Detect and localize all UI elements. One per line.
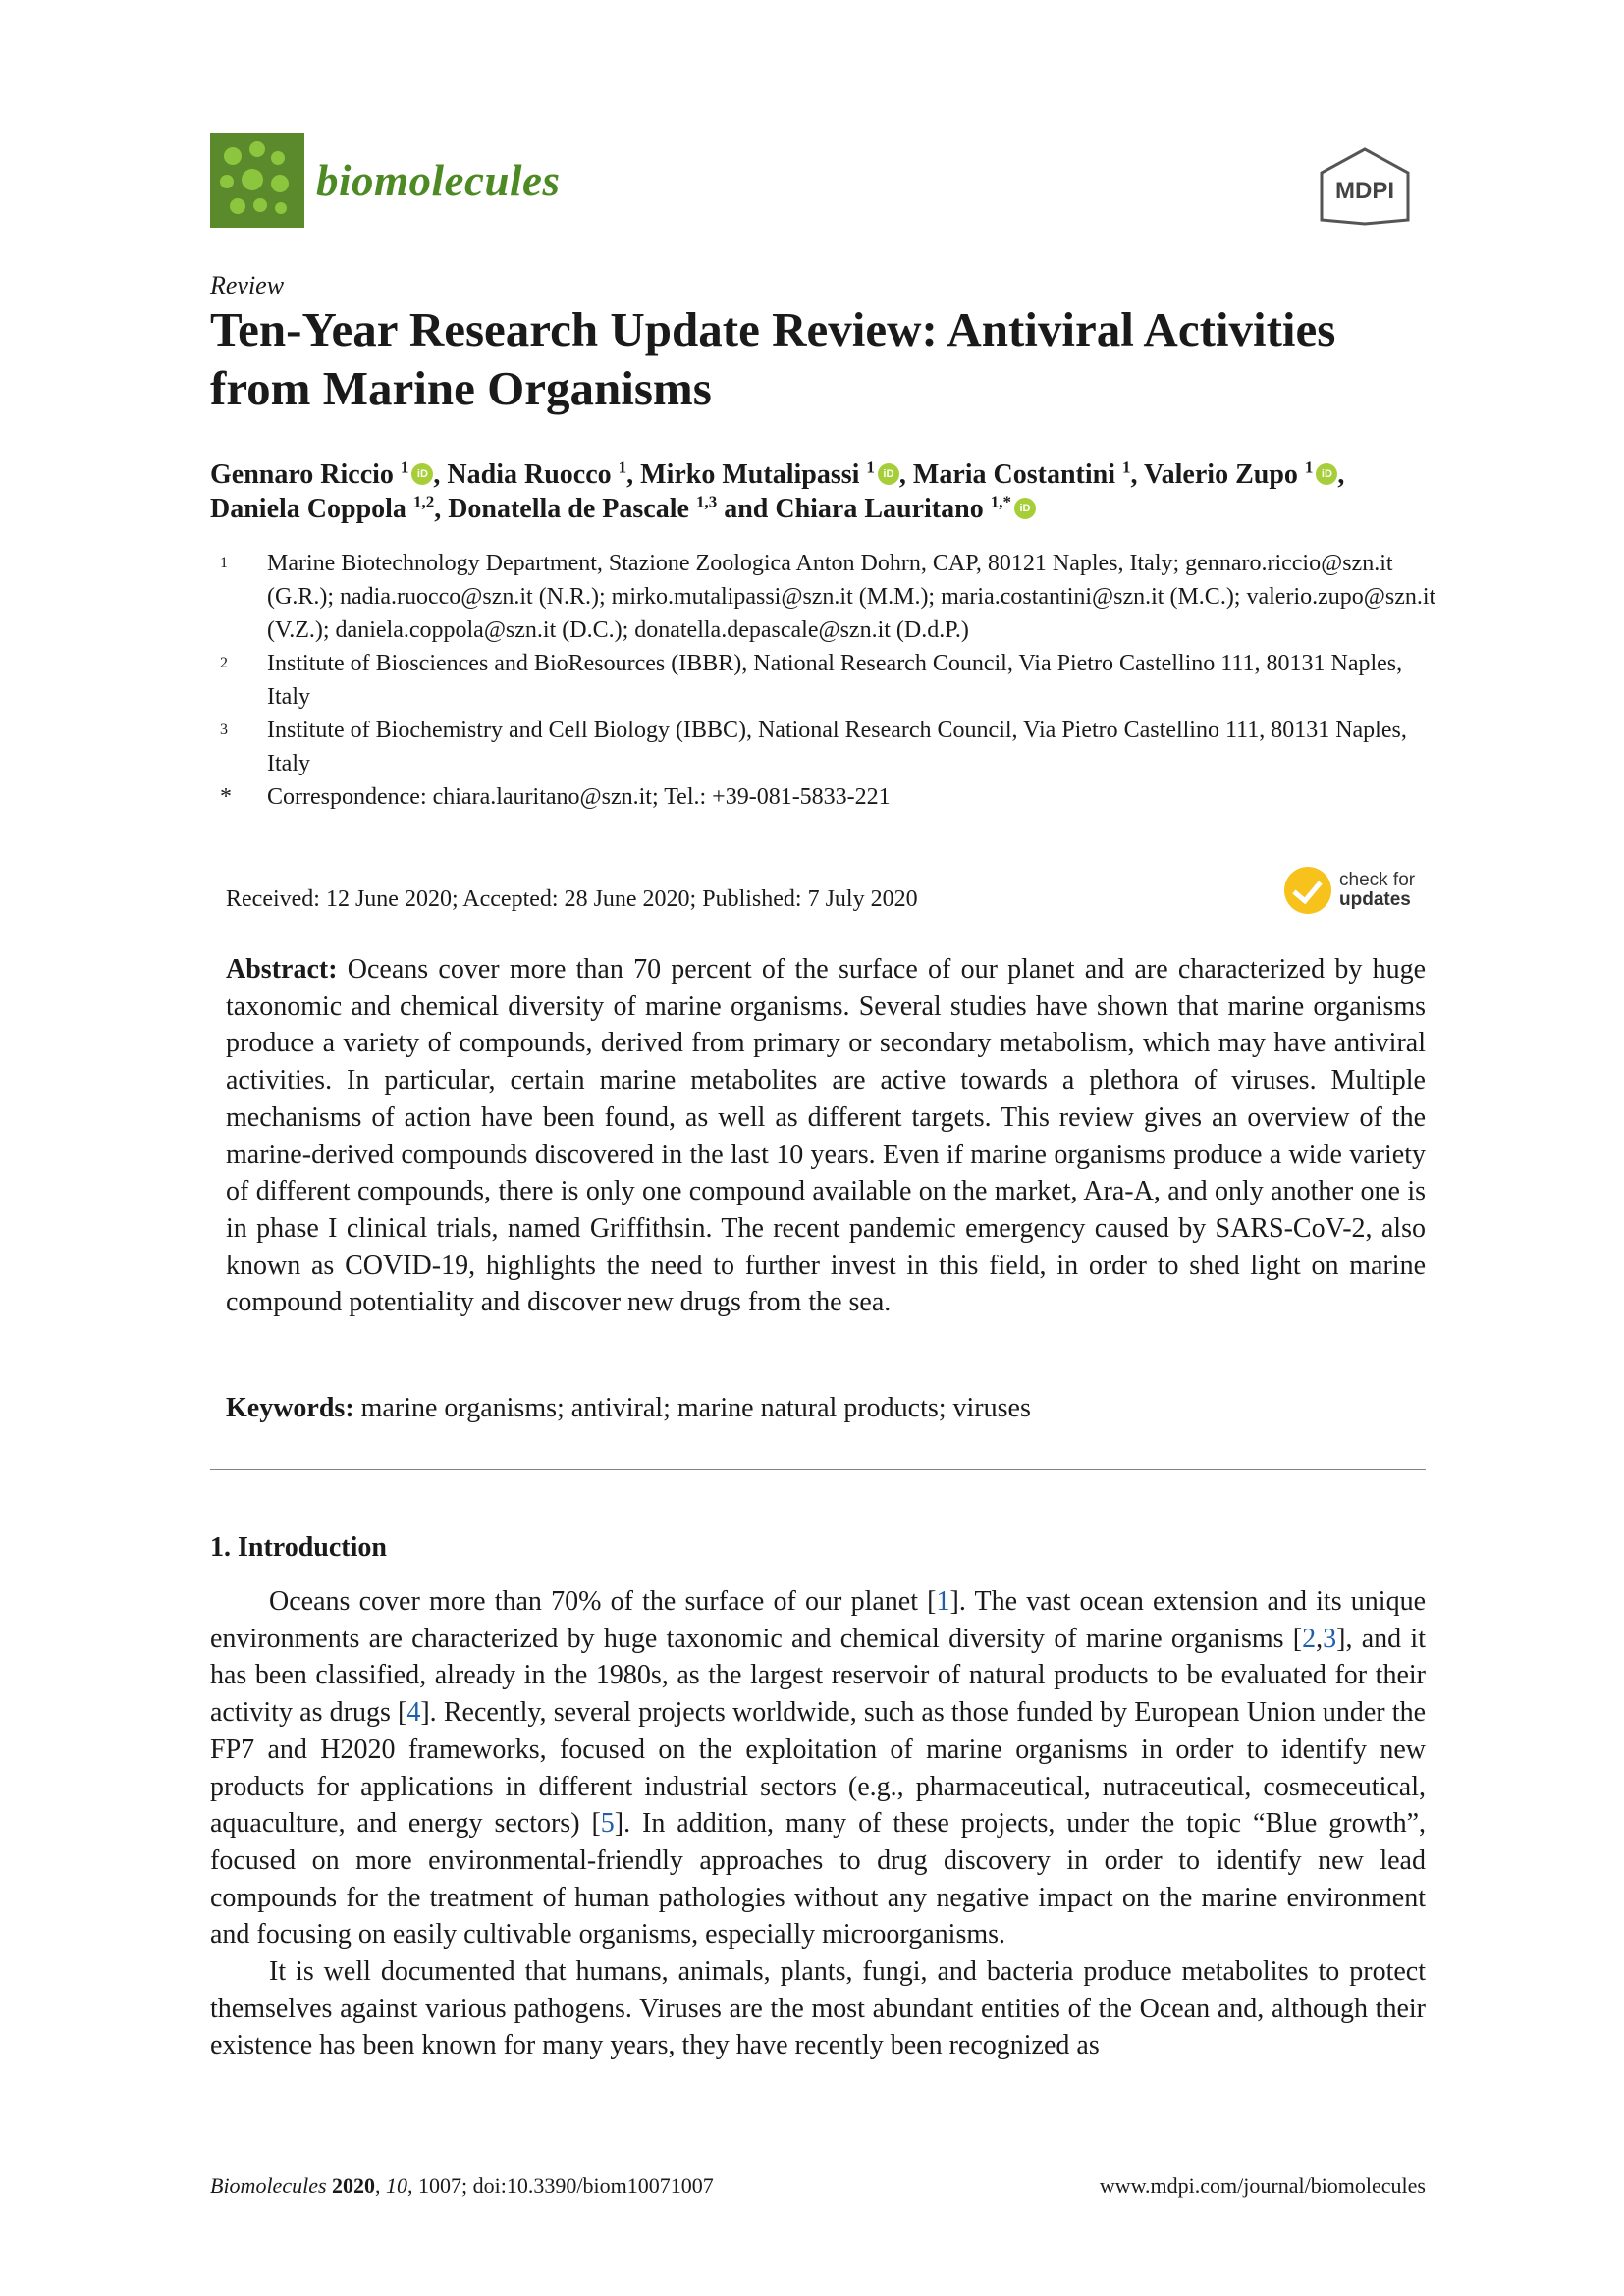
abstract-text: Oceans cover more than 70 percent of the surface of our planet and are characterized by huge taxonomic and chemical diversity of marine organisms. Several studies have shown that marine organisms produce a variety of compounds, derived from primary or secondary metabolism, which may have antiviral activities. In particular, certain marine metabolites are active towards a plethora of viruses. Multiple mechanisms of action have been found, as well as different targets. This review gives an overview of the marine-derived compounds discovered in the last 10 years. Even if marine organisms produce a wide variety of different compounds, there is only one compound available on the market, Ara-A, and only another one is in phase I clinical trials, named Griffithsin. The recent pandemic emergency caused by SARS-CoV-2, also known as COVID-19, highlights the need to further invest in this field, in order to shed light on marine compound potentiality and discover new drugs from the sea. [226,954,1426,1318]
author-name: Valerio Zupo [1144,459,1305,490]
author-name: Donatella de Pascale [448,494,696,524]
body-paragraph: Oceans cover more than 70% of the surface of our planet [1]. The vast ocean extension and its unique environments are characterized by huge taxonomic and chemical diversity of marine organisms [2,3], and it has been classified, already in the 1980s, as the largest reservoir of natural products to be evaluated for their activity as drugs [4]. Recently, several projects worldwide, such as those funded by European Union under the FP7 and H2020 frameworks, focused on the exploitation of marine organisms in order to identify new products for applications in different industrial sectors (e.g., pharmaceutical, nutraceutical, cosmeceutical, aquaculture, and energy sectors) [5]. In addition, many of these projects, under the topic “Blue growth”, focused on more environmental-friendly approaches to drug discovery in order to identify new lead compounds for the treatment of human pathologies without any negative impact on the marine environment and focusing on easily cultivable organisms, especially microorganisms. [210,1586,1427,1950]
body-paragraph: It is well documented that humans, animals, plants, fungi, and bacteria produce metabolites to protect themselves against various pathogens. Viruses are the most abundant entities of the Ocean and, although their existence has been known for many years, they have recently been recognized as [210,1956,1426,2061]
article-type: Review [210,271,285,299]
affiliation-mark: * [220,784,232,810]
author-list: Gennaro Riccio $^1$ iD , Nadia Ruocco $^1$, Mirko Mutalipassi $^1$ iD , Maria Costantini $^1$, Valerio Zupo $^1$ iD , Daniela Coppola $^{1,2}$, Donatella de Pascale $^{1,3}$ and Chiara Lauritano $^{1,*}$ iD [210,457,1345,524]
author-name: Nadia Ruocco [447,459,619,490]
affiliation-mark: 3 [220,721,228,738]
citation-link[interactable]: 1 [936,1586,950,1617]
mdpi-logo [1304,147,1426,226]
author-affiliation-mark: 1,3 [695,492,718,511]
orcid-icon[interactable]: iD [1316,463,1337,485]
author-affiliation-mark: 1 [1304,457,1314,477]
keywords-label: Keywords: [226,1393,354,1423]
check-updates-line1: check for [1339,870,1416,890]
journal-logo-icon [210,133,304,228]
publication-dates: Received: 12 June 2020; Accepted: 28 June 2020; Published: 7 July 2020 [226,886,918,912]
affiliation-text: Correspondence: chiara.lauritano@szn.it; Tel.: +39-081-5833-221 [267,784,891,810]
orcid-icon[interactable]: iD [878,463,899,485]
journal-logo [210,133,560,228]
affiliation-text: Marine Biotechnology Department, Stazione Zoologica Anton Dohrn, CAP, 80121 Naples, Italy; gennaro.riccio@szn.it (G.R.); nadia.ruocco@szn.it (N.R.); mirko.mutalipassi@szn.it (M.M.); maria.costantini@szn.it (M.C.); valerio.zupo@szn.it (V.Z.); daniela.coppola@szn.it (D.C.); donatella.depascale@szn.it (D.d.P.) [267,551,1436,643]
affiliation-text: Institute of Biosciences and BioResources (IBBR), National Research Council, Via Pietro Castellino 111, 80131 Naples, Italy [267,651,1403,710]
affiliations [220,547,1447,814]
affiliation-item [220,714,1447,780]
citation-footer: Biomolecules 2020, 10, 1007; doi:10.3390/biom10071007 [210,2173,714,2198]
author-affiliation-mark: 1,2 [412,492,435,511]
check-icon [1284,867,1331,914]
author-name: Mirko Mutalipassi [640,459,867,490]
author-affiliation-mark: 1,* [990,492,1011,511]
check-updates-line2: updates [1339,889,1411,910]
footer-year: 2020 [332,2173,376,2198]
footer-rest: , 1007; doi:10.3390/biom10071007 [407,2173,714,2198]
citation-link[interactable]: 4 [406,1697,421,1729]
introduction-text [210,1583,1426,2064]
abstract-label: Abstract: [226,954,338,985]
article-title: Ten-Year Research Update Review: Antiviral Activities from Marine Organisms [210,302,1336,415]
abstract [226,951,1426,1321]
orcid-icon[interactable]: iD [411,463,433,485]
author-affiliation-mark: 1 [1122,457,1131,477]
orcid-icon[interactable]: iD [1014,498,1036,519]
journal-name: biomolecules [316,156,561,205]
citation-link[interactable]: 5 [600,1808,615,1840]
affiliation-item [220,647,1447,714]
journal-url[interactable]: www.mdpi.com/journal/biomolecules [1099,2173,1426,2198]
author-affiliation-mark: 1 [866,457,875,477]
author-name: Daniela Coppola [210,494,413,524]
author-name: Gennaro Riccio [210,459,401,490]
author-name: Chiara Lauritano [775,494,991,524]
footer-journal: Biomolecules [210,2173,327,2198]
affiliation-item [220,547,1447,647]
citation-link[interactable]: 2 [1302,1623,1317,1654]
section-heading: 1. Introduction [210,1532,387,1563]
author-name: Maria Costantini [912,459,1122,490]
affiliation-item [220,780,1447,814]
affiliation-mark: 1 [220,555,228,571]
affiliation-text: Institute of Biochemistry and Cell Biology (IBBC), National Research Council, Via Pietro Castellino 111, 80131 Naples, Italy [267,718,1407,776]
author-affiliation-mark: 1 [400,457,409,477]
citation-link[interactable]: 3 [1323,1623,1337,1654]
mdpi-logo-text: MDPI [1335,178,1394,204]
author-affiliation-mark: 1 [618,457,627,477]
affiliation-mark: 2 [220,655,228,671]
keywords [226,1393,1426,1424]
keywords-text: marine organisms; antiviral; marine natural products; viruses [360,1393,1031,1423]
section-divider [210,1469,1426,1470]
footer-volume: 10 [386,2173,408,2198]
check-for-updates-badge[interactable] [1284,867,1415,914]
